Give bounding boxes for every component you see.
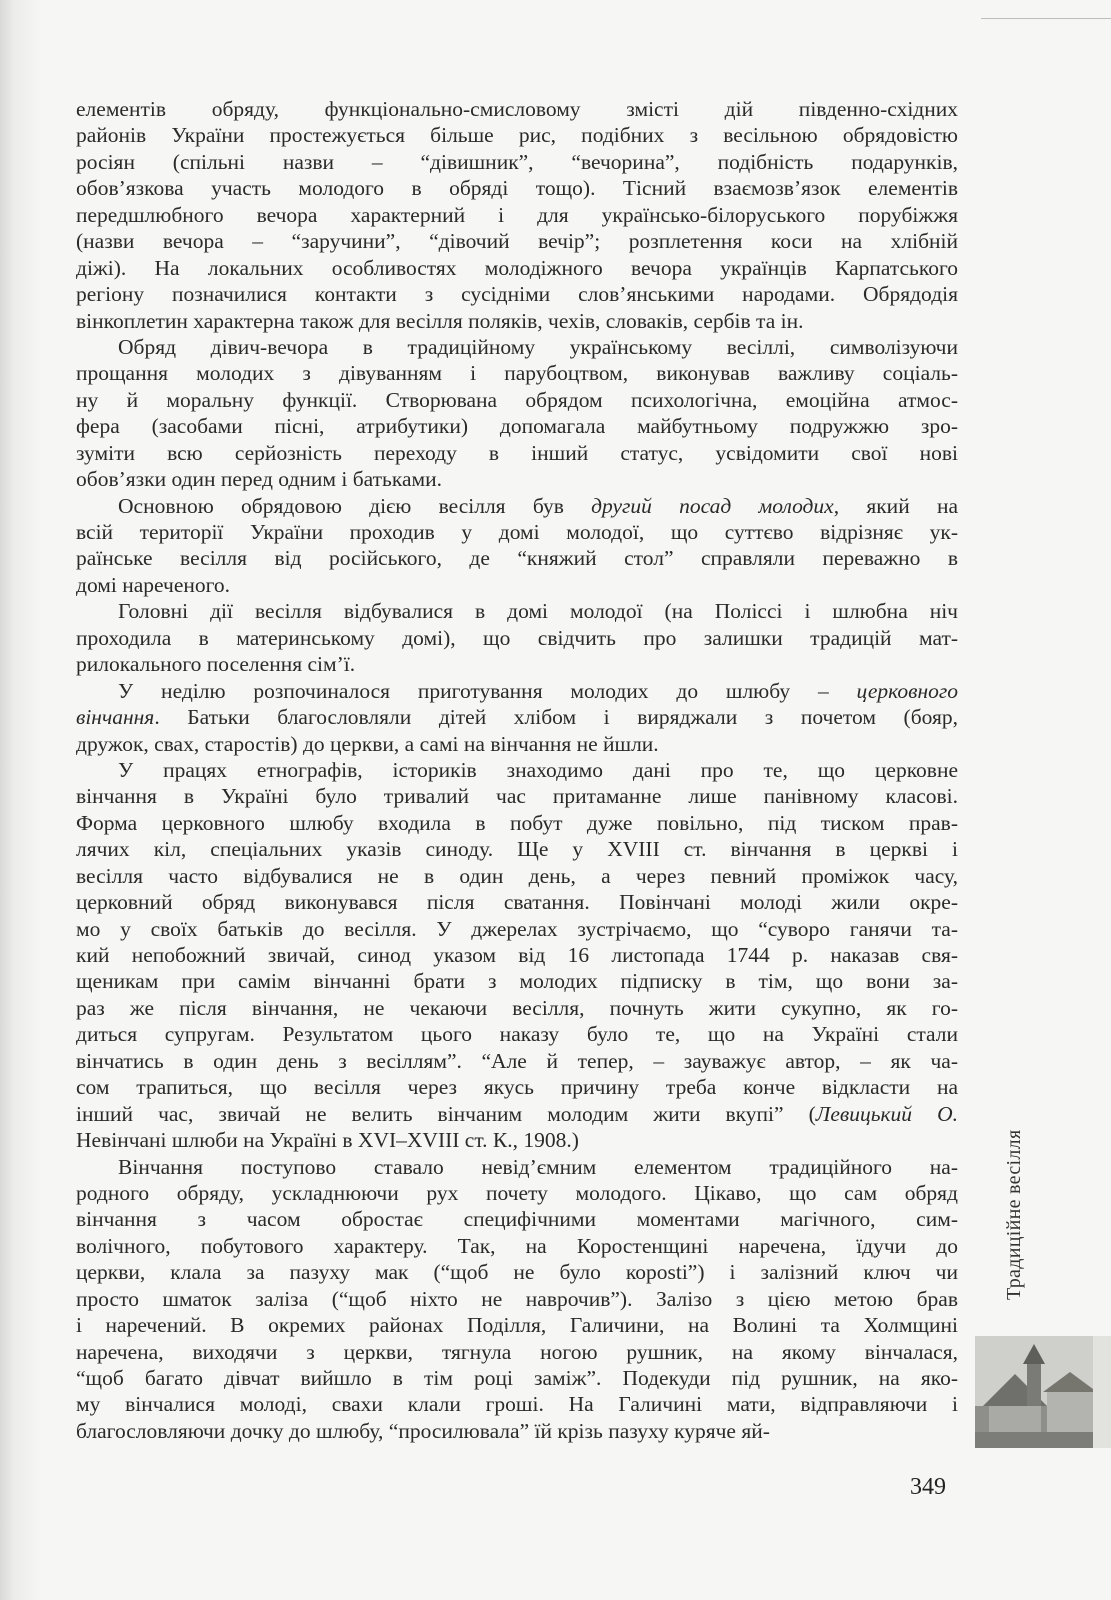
text-line: проходила в материнському домі), що свідчить про залишки традицій мат- xyxy=(76,625,958,650)
italic-term: другий посад молодих xyxy=(591,493,834,518)
text-span: . Батьки благословляли дітей хлібом і виряджали з почетом (бояр, xyxy=(154,705,958,730)
text-line: наречена, виходячи з церкви, тягнула ногою рушник, на якому вінчалася, xyxy=(76,1339,958,1364)
text-line: лячих кіл, спеціальних указів синоду. Ще у XVIII ст. вінчання в церкві і xyxy=(76,837,958,862)
text-line: му вінчалися молоді, свахи клали гроші. На Галичині мати, відправляючи і xyxy=(76,1392,958,1417)
text-line: ну й моральну функції. Створювана обрядом психологічна, емоційна атмос- xyxy=(76,387,958,412)
text-line: церковний обряд виконувався після сватання. Повінчані молоді жили окре- xyxy=(76,890,958,915)
text-span: Основною обрядовою дією весілля був xyxy=(118,493,592,518)
text-line: вінчання з часом обростає специфічними моментами магічного, сим- xyxy=(76,1207,958,1232)
text-line: елементів обряду, функціонально-смисловому змісті дій південно-східних xyxy=(76,97,958,121)
text-line: обов’язкова участь молодого в обряді тощо). Тісний взаємозв’язок елементів xyxy=(76,176,958,201)
text-line: родного обряду, ускладнюючи рух почету молодого. Цікаво, що сам обряд xyxy=(76,1180,958,1205)
text-line xyxy=(76,678,958,704)
text-span: , який на xyxy=(833,493,958,518)
text-line: дружок, свах, старостів) до церкви, а самі на вінчання не йшли. xyxy=(76,731,659,756)
text-span: інший час, звичай не велить вінчаним молодим жити вкупі” ( xyxy=(76,1101,816,1126)
text-line: регіону позначилися контакти з сусідніми слов’янськими народами. Обрядодія xyxy=(76,282,958,307)
italic-term: вінчання xyxy=(76,705,155,730)
text-line: церкви, клала за пазуху мак (“щоб не було короsti”) і залізний ключ чи xyxy=(76,1260,958,1285)
text-line: просто шматок заліза (“щоб ніхто не наврочив”). Залізо з цією метою брав xyxy=(76,1286,958,1311)
text-line: кий непобожний звичай, синод указом від 16 листопада 1744 р. наказав свя- xyxy=(76,943,958,967)
text-line xyxy=(76,493,958,519)
text-line: всій території України проходив у домі молодої, що суттєво відрізняє ук- xyxy=(76,520,958,544)
text-line: діжі). На локальних особливостях молодіжного вечора українців Карпатського xyxy=(76,255,958,280)
text-line: обов’язки один перед одним і батьками. xyxy=(76,467,442,492)
text-line: Головні дії весілля відбувалися в домі молодої (на Поліссі і шлюбна ніч xyxy=(118,599,958,624)
text-line: благословляючи дочку до шлюбу, “просилювала” їй крізь пазуху куряче яй- xyxy=(76,1418,770,1443)
text-line: прощання молодих з дівуванням і парубоцтвом, виконував важливу соціаль- xyxy=(76,361,958,386)
text-line: (назви вечора – “заручини”, “дівочий вечір”; розплетення коси на хлібній xyxy=(76,229,958,254)
text-line: районів України простежується більше рис, подібних з весільною обрядовістю xyxy=(76,123,958,148)
text-line: рилокального поселення сім’ї. xyxy=(76,652,356,677)
body-text xyxy=(76,96,958,1444)
text-line xyxy=(76,1101,958,1127)
text-line: диться супругам. Результатом цього наказу було те, що на Україні стали xyxy=(76,1022,958,1047)
text-line: весілля часто відбувалися не в один день, а через певний проміжок часу, xyxy=(76,863,958,888)
text-line: росіян (спільні назви – “дівишник”, “вечорина”, подібність подарунків, xyxy=(76,149,958,174)
italic-term: Левицький О. xyxy=(815,1101,958,1126)
text-line: Вінчання поступово ставало невід’ємним елементом традиційного на- xyxy=(118,1154,958,1179)
text-line: волічного, побутового характеру. Так, на Коростенщині наречена, їдучи до xyxy=(76,1233,958,1258)
running-section-title: Традиційне весілля xyxy=(1003,1129,1025,1300)
text-line: вінкоплетин характерна також для весілля поляків, чехів, словаків, сербів та ін. xyxy=(76,308,804,333)
text-line: вінчатись в один день з весіллям”. “Але й тепер, – зауважує автор, – як ча- xyxy=(76,1048,958,1073)
text-line: і наречений. В окремих районах Поділля, Галичини, на Волині та Холмщині xyxy=(76,1313,958,1338)
italic-term: церковного xyxy=(856,678,958,703)
text-line: “щоб багато дівчат вийшло в тім році заміж”. Подекуди під рушник, на яко- xyxy=(76,1366,958,1390)
text-line: У працях етнографів, істориків знаходимо дані про те, що церковне xyxy=(118,757,958,782)
text-line: Невінчані шлюби на Україні в XVI–XVIII ст. К., 1908.) xyxy=(76,1128,579,1153)
text-line: домі нареченого. xyxy=(76,572,231,597)
text-line: раїнське весілля від російського, де “княжий стол” справляли переважно в xyxy=(76,546,958,571)
text-line: раз же після вінчання, не чекаючи весілля, почнуть жити сукупно, як го- xyxy=(76,995,958,1020)
text-span: У неділю розпочиналося приготування молодих до шлюбу – xyxy=(118,678,857,703)
text-line: сом трапиться, що весілля через якусь причину треба конче відкласти на xyxy=(76,1075,958,1100)
text-line: щеникам при самім вінчанні брати з молодих підписку в тім, що вони за- xyxy=(76,969,958,994)
text-line: мо у своїх батьків до весілля. У джерелах зустрічаємо, що “суворо ганячи та- xyxy=(76,916,958,941)
text-line: вінчання в Україні було тривалий час притаманне лише панівному класові. xyxy=(76,784,958,809)
text-line: зуміти всю серйозність переходу в інший статус, усвідомити свої нові xyxy=(76,440,958,465)
page-edge-line xyxy=(981,18,1111,19)
text-line xyxy=(76,704,958,730)
text-line: передшлюбного вечора характерний і для українсько-білоруського порубіжжя xyxy=(76,202,958,227)
text-line: Форма церковного шлюбу входила в побут дуже повільно, під тиском прав- xyxy=(76,810,958,835)
text-line: Обряд дівич-вечора в традиційному українському весіллі, символізуючи xyxy=(118,334,958,359)
text-line: фера (засобами пісні, атрибутики) допомагала майбутньому подружжю зро- xyxy=(76,414,958,439)
page-number: 349 xyxy=(910,1474,946,1500)
church-thumbnail-image xyxy=(975,1336,1111,1448)
